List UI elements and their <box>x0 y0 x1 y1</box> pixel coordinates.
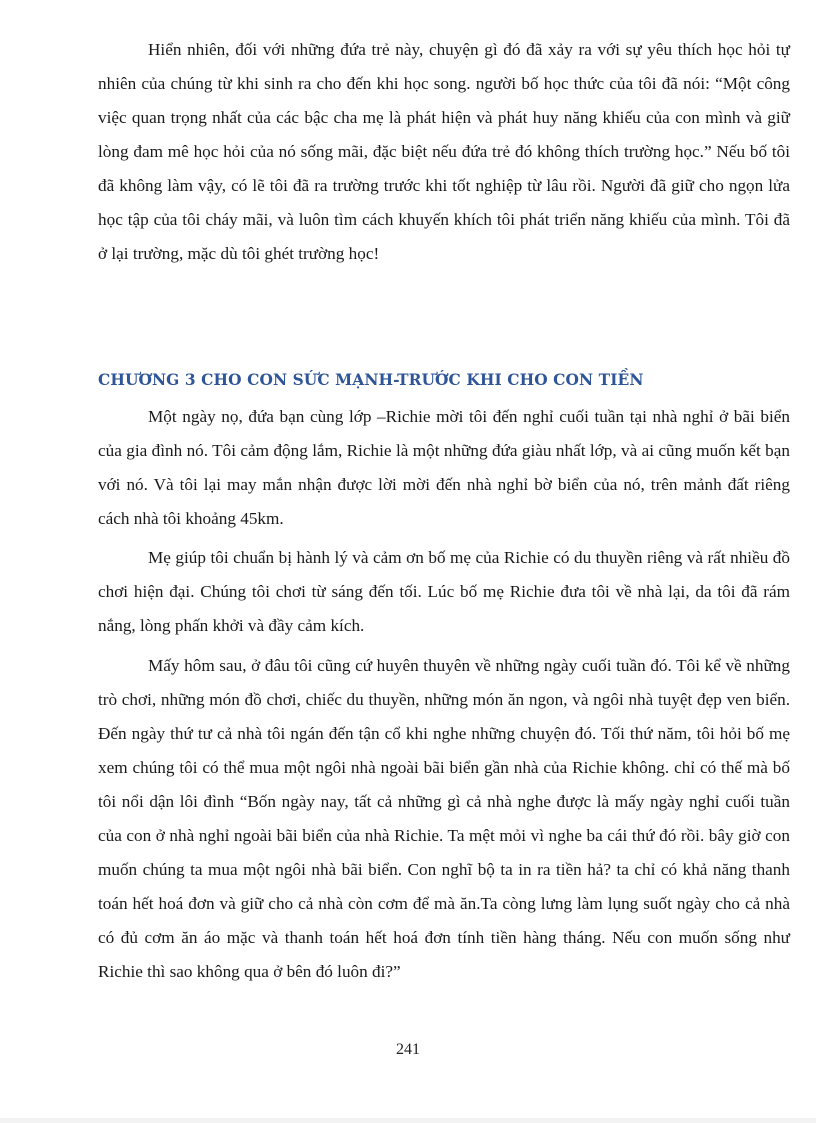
body-paragraph: Mẹ giúp tôi chuẩn bị hành lý và cảm ơn bố mẹ của Richie có du thuyền riêng và rất nhiều đồ chơi hiện đại. Chúng tôi chơi từ sáng đến tối. Lúc bố mẹ Richie đưa tôi về nhà lại, da tôi đã rám nắng, lòng phấn khởi và đầy cảm kích. <box>98 548 790 635</box>
body-paragraph: Mấy hôm sau, ở đâu tôi cũng cứ huyên thuyên về những ngày cuối tuần đó. Tôi kể về những trò chơi, những món đồ chơi, chiếc du thuyền, những món ăn ngon, và ngôi nhà tuyệt đẹp ven biển. Đến ngày thứ tư cả nhà tôi ngán đến tận cổ khi nghe những chuyện đó. Tối thứ năm, tôi hỏi bố mẹ xem chúng tôi có thể mua một ngôi nhà ngoài bãi biển gần nhà của Richie không. chỉ có thế mà bố tôi nổi dận lôi đình “Bốn ngày nay, tất cả những gì cả nhà nghe được là mấy ngày nghỉ cuối tuần của con ở nhà nghỉ ngoài bãi biển của nhà Richie. Ta mệt mỏi vì nghe ba cái thứ đó rồi. bây giờ con muốn chúng ta mua một ngôi nhà bãi biển. Con nghĩ bộ ta in ra tiền hả? ta chỉ có khả năng thanh toán hết hoá đơn và giữ cho cả nhà còn cơm để mà ăn.Ta còng lưng làm lụng suốt ngày cho cả nhà có đủ cơm ăn áo mặc và thanh toán hết hoá đơn tính tiền hàng tháng. Nếu con muốn sống như Richie thì sao không qua ở bên đó luôn đi?” <box>98 656 790 981</box>
body-paragraph: Hiển nhiên, đối với những đứa trẻ này, chuyện gì đó đã xảy ra với sự yêu thích học hỏi tự nhiên của chúng từ khi sinh ra cho đến khi học song. người bố học thức của tôi đã nói: “Một công việc quan trọng nhất của các bậc cha mẹ là phát hiện và phát huy năng khiếu của con mình và giữ lòng đam mê học hỏi của nó sống mãi, đặc biệt nếu đứa trẻ đó không thích trường học.” Nếu bố tôi đã không làm vậy, có lẽ tôi đã ra trường trước khi tốt nghiệp từ lâu rồi. Người đã giữ cho ngọn lửa học tập của tôi cháy mãi, và luôn tìm cách khuyến khích tôi phát triển năng khiếu của mình. Tôi đã ở lại trường, mặc dù tôi ghét trường học! <box>98 40 790 263</box>
page-bottom-edge <box>0 1118 816 1123</box>
page-number: 241 <box>396 1041 420 1058</box>
chapter-heading: CHƯƠNG 3 CHO CON SỨC MẠNH-TRƯỚC KHI CHO CON TIỀN <box>98 371 644 389</box>
body-paragraph: Một ngày nọ, đứa bạn cùng lớp –Richie mời tôi đến nghỉ cuối tuần tại nhà nghỉ ở bãi biển của gia đình nó. Tôi cảm động lắm, Richie là một những đứa giàu nhất lớp, và ai cũng muốn kết bạn với nó. Và tôi lại may mắn nhận được lời mời đến nhà nghỉ bờ biển của nó, trên mảnh đất riêng cách nhà tôi khoảng 45km. <box>98 407 790 528</box>
